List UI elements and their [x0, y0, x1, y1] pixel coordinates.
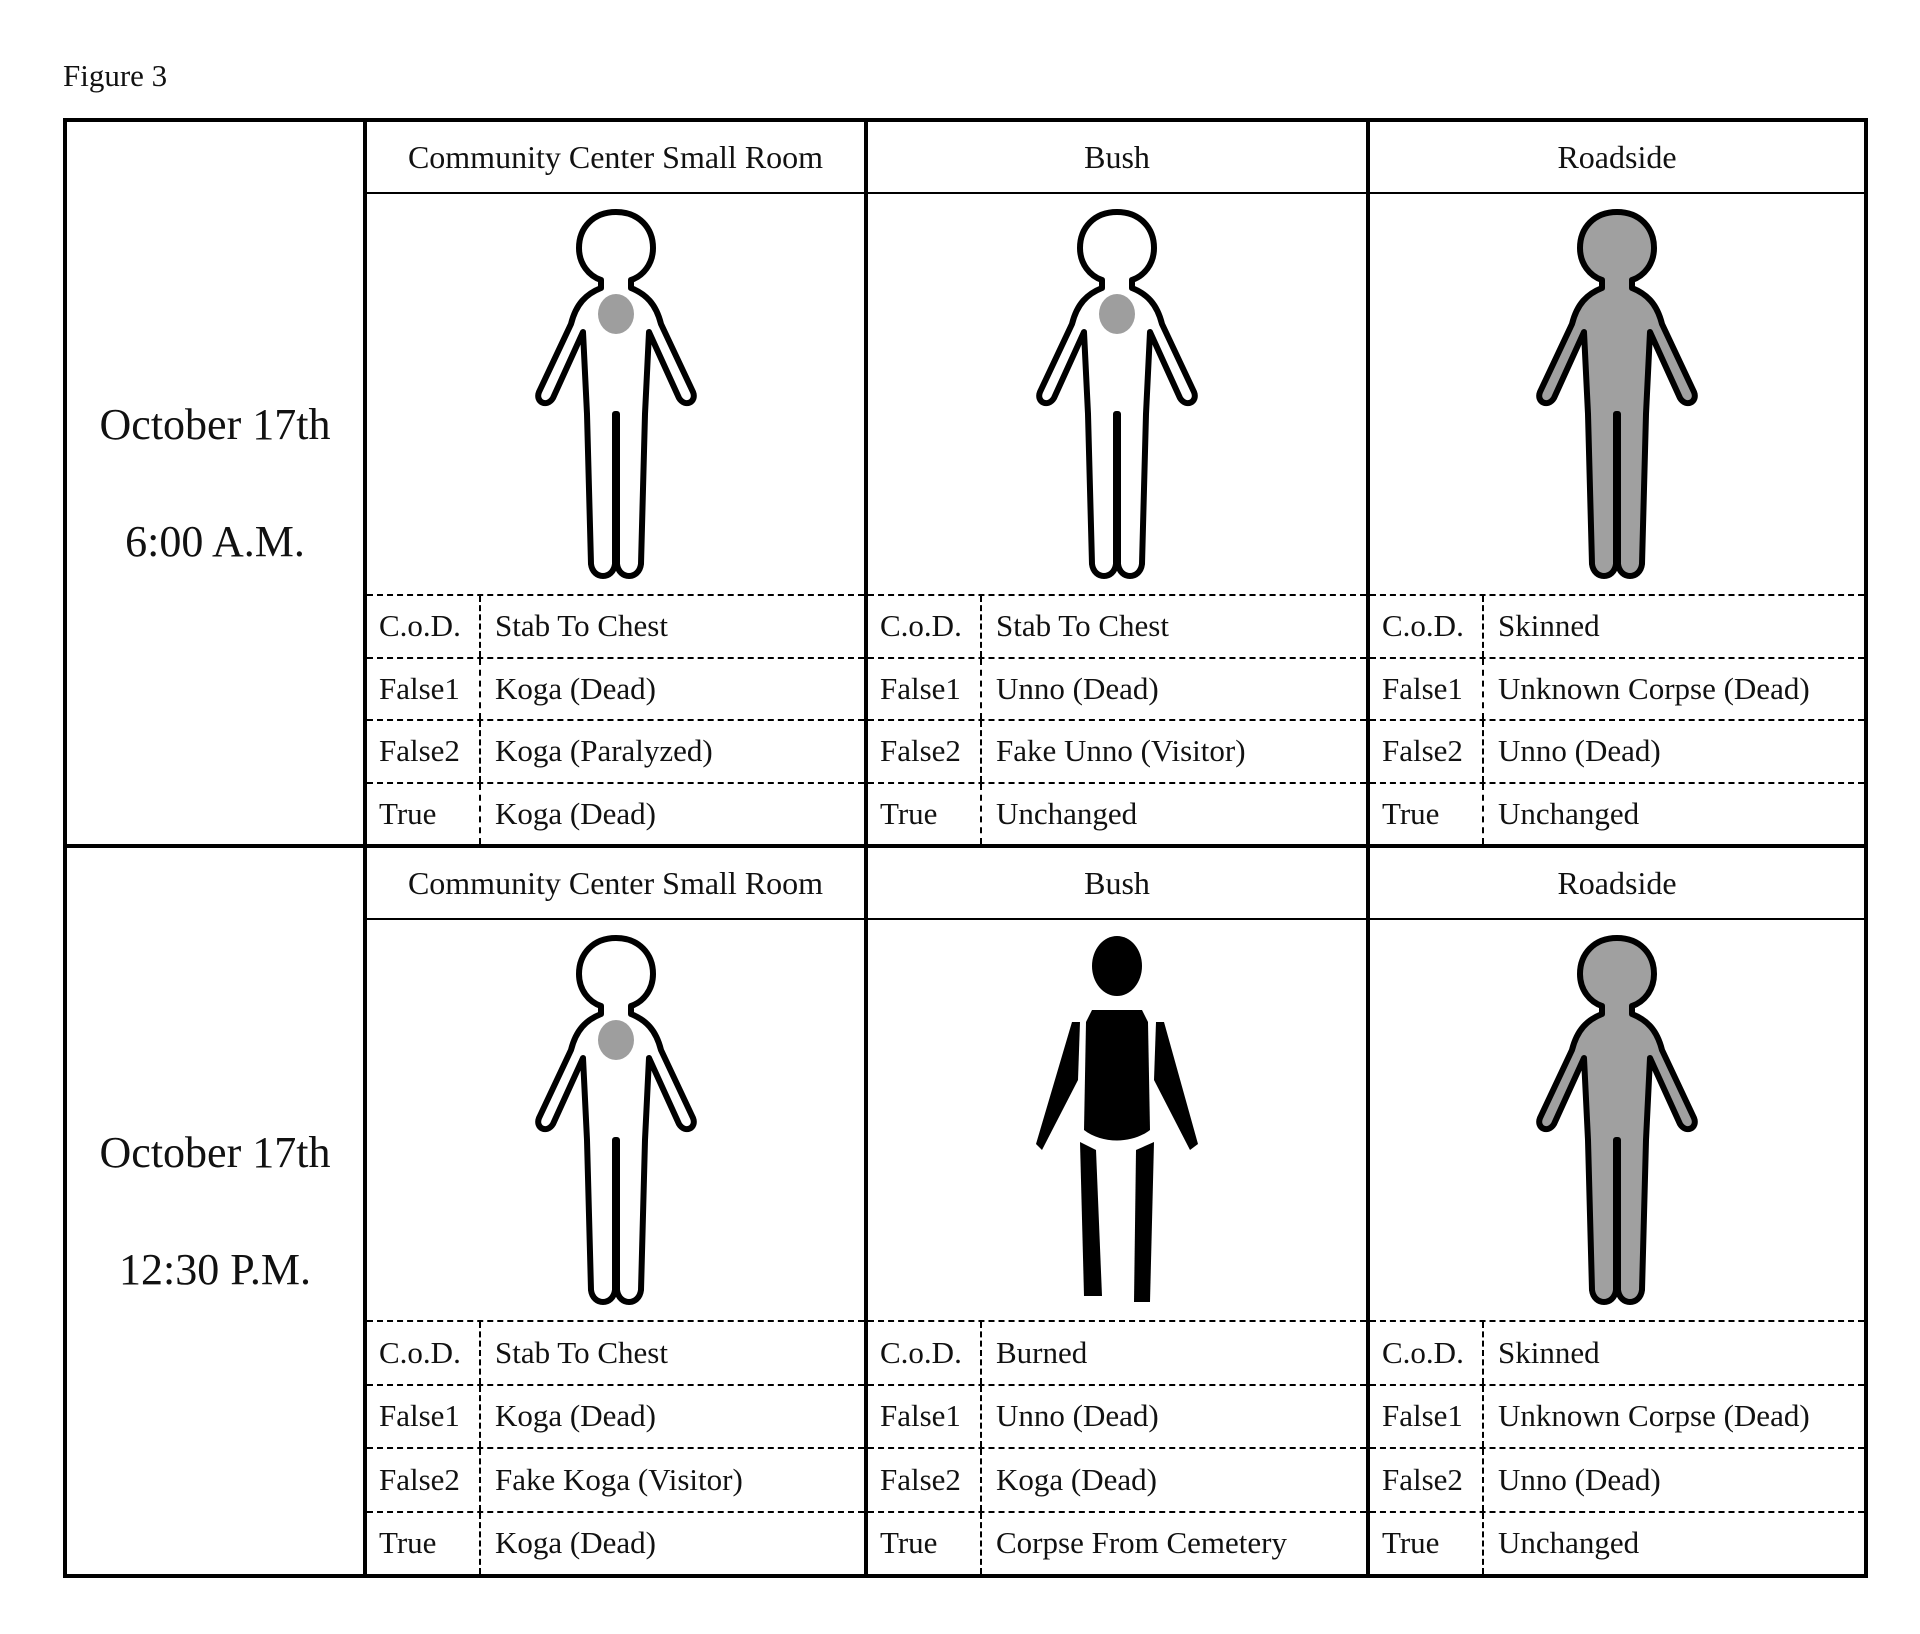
info-value: Corpse From Cemetery — [996, 1525, 1288, 1561]
row-2-time: 12:30 P.M. — [119, 1245, 311, 1294]
info-row-false2 — [868, 721, 1366, 784]
info-value: Fake Unno (Visitor) — [996, 733, 1246, 769]
info-value: Unknown Corpse (Dead) — [1498, 670, 1810, 706]
info-key: False1 — [367, 659, 481, 720]
info-value: Unchanged — [1498, 795, 1640, 831]
info-value: Unchanged — [1498, 1525, 1640, 1561]
figure-area — [1370, 920, 1864, 1320]
info-row-true — [1370, 1513, 1864, 1575]
info-value: Stab To Chest — [495, 1334, 668, 1370]
info-value: Koga (Dead) — [495, 670, 656, 706]
stab-chest-figure-icon — [531, 930, 701, 1310]
figure-label: Figure 3 — [63, 58, 168, 93]
info-key: True — [868, 784, 982, 845]
info-key: False2 — [367, 1449, 481, 1511]
info-table — [367, 594, 864, 844]
info-value: Stab To Chest — [996, 608, 1169, 644]
info-key: True — [1370, 784, 1484, 845]
info-row-false2 — [1370, 1449, 1864, 1513]
info-row-false2 — [367, 1449, 864, 1513]
info-row-false1 — [868, 1386, 1366, 1450]
location-label: Bush — [868, 848, 1366, 920]
info-key: False2 — [1370, 1449, 1484, 1511]
info-row-true — [367, 784, 864, 845]
info-row-true — [1370, 784, 1864, 845]
location-label: Bush — [868, 122, 1366, 194]
info-row-true — [868, 784, 1366, 845]
panel-r1-c2 — [868, 122, 1370, 848]
info-key: False2 — [868, 721, 982, 782]
info-table — [367, 1320, 864, 1574]
info-row-false2 — [868, 1449, 1366, 1513]
info-row-false1 — [1370, 659, 1864, 722]
panel-r2-c2 — [868, 848, 1370, 1574]
info-value: Stab To Chest — [495, 608, 668, 644]
location-label: Roadside — [1370, 122, 1864, 194]
info-table — [868, 594, 1366, 844]
info-value: Unno (Dead) — [1498, 1461, 1661, 1497]
info-row-true — [868, 1513, 1366, 1575]
info-key: False1 — [367, 1386, 481, 1448]
row-1-datetime — [67, 122, 367, 848]
info-row-cod — [868, 596, 1366, 659]
chest-wound-icon — [598, 1020, 634, 1060]
info-row-cod — [367, 596, 864, 659]
row-1-time: 6:00 A.M. — [125, 517, 305, 566]
info-value: Fake Koga (Visitor) — [495, 1461, 743, 1497]
chest-wound-icon — [598, 294, 634, 334]
panel-r1-c1 — [367, 122, 868, 848]
location-label: Community Center Small Room — [367, 122, 864, 194]
info-value: Unchanged — [996, 795, 1138, 831]
row-2-datetime — [67, 848, 367, 1574]
info-key: False2 — [1370, 721, 1484, 782]
info-row-true — [367, 1513, 864, 1575]
info-value: Skinned — [1498, 608, 1600, 644]
info-key: False1 — [1370, 1386, 1484, 1448]
info-value: Koga (Dead) — [495, 795, 656, 831]
info-value: Skinned — [1498, 1334, 1600, 1370]
info-row-false1 — [868, 659, 1366, 722]
panel-r1-c3 — [1370, 122, 1864, 848]
figure-area — [367, 194, 864, 594]
location-label: Roadside — [1370, 848, 1864, 920]
info-row-cod — [367, 1322, 864, 1386]
info-row-false1 — [367, 1386, 864, 1450]
figure-area — [1370, 194, 1864, 594]
info-key: True — [868, 1513, 982, 1575]
info-value: Unno (Dead) — [1498, 733, 1661, 769]
row-2-date: October 17th — [99, 1128, 331, 1177]
info-key: C.o.D. — [868, 596, 982, 657]
cause-of-death-grid — [63, 118, 1868, 1578]
info-row-cod — [868, 1322, 1366, 1386]
figure-area — [868, 194, 1366, 594]
info-key: False1 — [868, 659, 982, 720]
info-row-false2 — [367, 721, 864, 784]
chest-wound-icon — [1099, 294, 1135, 334]
info-row-false1 — [1370, 1386, 1864, 1450]
info-key: C.o.D. — [367, 1322, 481, 1384]
info-key: True — [367, 784, 481, 845]
info-key: C.o.D. — [868, 1322, 982, 1384]
info-key: False1 — [1370, 659, 1484, 720]
info-key: True — [1370, 1513, 1484, 1575]
info-key: True — [367, 1513, 481, 1575]
info-key: C.o.D. — [1370, 1322, 1484, 1384]
info-value: Koga (Dead) — [495, 1525, 656, 1561]
info-row-cod — [1370, 596, 1864, 659]
info-value: Burned — [996, 1334, 1088, 1370]
row-1-date: October 17th — [99, 400, 331, 449]
figure-area — [367, 920, 864, 1320]
info-value: Unknown Corpse (Dead) — [1498, 1398, 1810, 1434]
info-key: False1 — [868, 1386, 982, 1448]
burned-figure-icon — [1032, 930, 1202, 1310]
info-key: C.o.D. — [367, 596, 481, 657]
figure-area — [868, 920, 1366, 1320]
info-row-cod — [1370, 1322, 1864, 1386]
skinned-figure-icon — [1532, 930, 1702, 1310]
info-table — [1370, 594, 1864, 844]
stab-chest-figure-icon — [531, 204, 701, 584]
info-value: Koga (Dead) — [996, 1461, 1157, 1497]
info-key: False2 — [367, 721, 481, 782]
info-value: Koga (Paralyzed) — [495, 733, 713, 769]
info-value: Unno (Dead) — [996, 1398, 1159, 1434]
info-row-false1 — [367, 659, 864, 722]
info-key: False2 — [868, 1449, 982, 1511]
skinned-figure-icon — [1532, 204, 1702, 584]
info-row-false2 — [1370, 721, 1864, 784]
panel-r2-c3 — [1370, 848, 1864, 1574]
info-value: Koga (Dead) — [495, 1398, 656, 1434]
location-label: Community Center Small Room — [367, 848, 864, 920]
panel-r2-c1 — [367, 848, 868, 1574]
info-table — [1370, 1320, 1864, 1574]
stab-chest-figure-icon — [1032, 204, 1202, 584]
info-value: Unno (Dead) — [996, 670, 1159, 706]
info-key: C.o.D. — [1370, 596, 1484, 657]
info-table — [868, 1320, 1366, 1574]
